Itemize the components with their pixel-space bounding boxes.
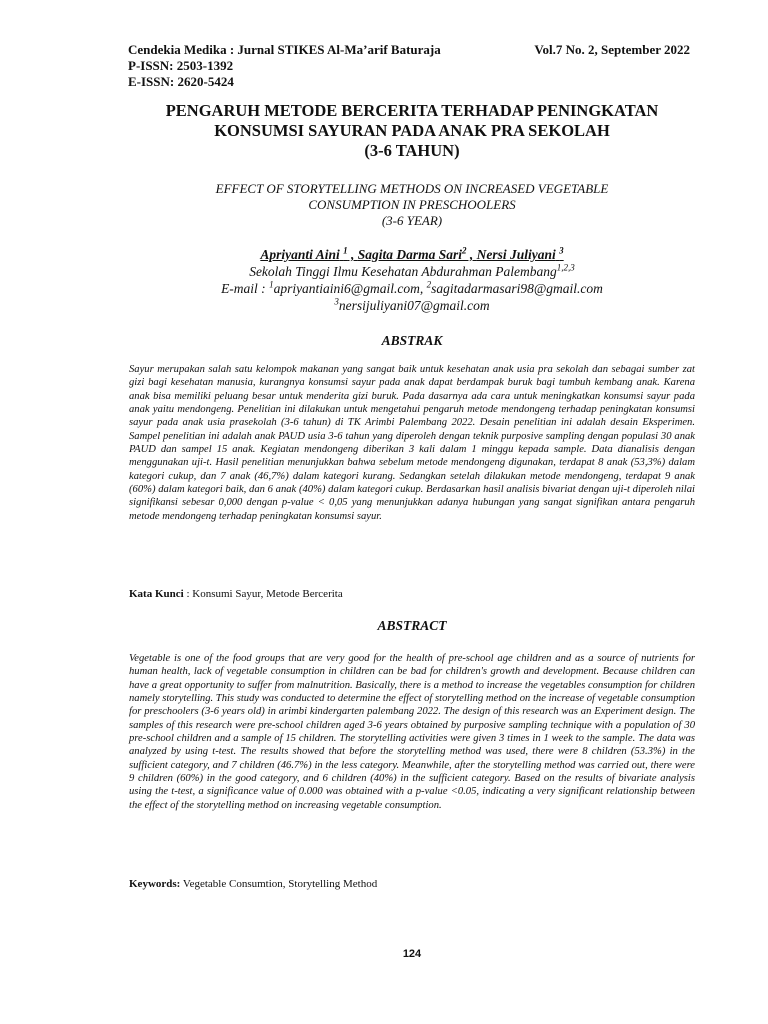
author-block: [100, 246, 724, 314]
email-line: [100, 280, 724, 297]
e-issn: E-ISSN: 2620-5424: [128, 74, 234, 89]
author-3-affil: 3: [559, 245, 564, 256]
title-en-line-3: (3-6 YEAR): [381, 213, 443, 228]
author-2-affil: 2: [462, 245, 467, 256]
author-2: Sagita Darma Sari: [357, 247, 463, 262]
email-label: E-mail :: [221, 281, 270, 296]
keywords-text: Vegetable Consumtion, Storytelling Method: [180, 878, 378, 890]
email-2[interactable]: sagitadarmasari98@gmail.com: [431, 281, 603, 296]
abstract-body: Vegetable is one of the food groups that are very good for the health of pre-school age children and as a source of nutrients for human health, lack of vegetable consumption in children can be bad for children's growth and development. Because children can have a great opportunity to suffer from malnutrition. Basically, there is a method to increase the vegetables consumption for children namely storytelling. This study was conducted to determine the effect of storytelling method on the increase of vegetable consumption for preschoolers (3-6 years old) in arimbi kindergarten palembang 2022. The design of this research was an Experiment design. The samples of this research were pre-school children aged 3-6 years obtained by purposive sampling technique with a population of 30 pre-school children and a sample of 15 children. The storytelling activities were given 3 times in 1 week to the sample. The data was analyzed by using t-test. The results showed that before the storytelling method was used, there were 8 children (53.3%) in the sufficient category, and 7 children (46.7%) in the less category. Meanwhile, after the storytelling method was carried out, there were 9 children (60%) in the good category, and 6 children (40%) in the sufficient category. Based on the results of bivariate analysis using the t-test, a significance value of 0.000 was obtained with a p-value <0.05, indicating a very significant relationship between the effect of the storytelling method on increasing vegetable consumption.: [129, 653, 695, 811]
email-line-2: [100, 297, 724, 314]
email-3-mark: 3: [334, 296, 339, 307]
email-1-mark: 1: [269, 279, 274, 290]
affiliation-name: Sekolah Tinggi Ilmu Kesehatan Abdurahman Palembang: [249, 264, 557, 279]
email-1[interactable]: apriyantiaini6@gmail.com,: [273, 281, 427, 296]
kata-kunci-text: : Konsumi Sayur, Metode Bercerita: [183, 588, 343, 600]
title-id-line-1: PENGARUH METODE BERCERITA TERHADAP PENINGKATAN: [165, 101, 659, 120]
affiliation-marks: 1,2,3: [556, 262, 575, 273]
keywords-label: Keywords:: [129, 878, 181, 890]
abstrak-heading: ABSTRAK: [381, 333, 443, 348]
keywords: [129, 877, 695, 891]
page-number: 124: [402, 948, 422, 960]
title-en-line-2: CONSUMPTION IN PRESCHOOLERS: [308, 197, 516, 212]
title-en-line-1: EFFECT OF STORYTELLING METHODS ON INCREASED VEGETABLE: [215, 181, 609, 196]
p-issn: P-ISSN: 2503-1392: [128, 58, 234, 73]
affiliation: [100, 263, 724, 280]
abstract-heading: ABSTRACT: [377, 618, 447, 633]
journal-header: [128, 42, 690, 90]
journal-name: Cendekia Medika : Jurnal STIKES Al-Ma’arif Baturaja: [128, 42, 441, 57]
author-3: Nersi Juliyani: [476, 247, 556, 262]
email-2-mark: 2: [426, 279, 432, 290]
title-id-line-3: (3-6 TAHUN): [364, 141, 460, 160]
author-1-affil: 1: [343, 245, 348, 256]
author-1: Apriyanti Aini: [260, 247, 340, 262]
title-id-line-2: KONSUMSI SAYURAN PADA ANAK PRA SEKOLAH: [214, 121, 610, 140]
kata-kunci: [129, 587, 695, 601]
email-3[interactable]: nersijuliyani07@gmail.com: [338, 298, 490, 313]
journal-volume: Vol.7 No. 2, September 2022: [534, 42, 690, 57]
title-indonesian: [100, 101, 724, 161]
abstrak-body: Sayur merupakan salah satu kelompok makanan yang sangat baik untuk kesehatan anak usia pra sekolah dan sebagai sumber zat gizi bagi kesehatan manusia, kurangnya konsumsi sayur pada anak dapat berdampak buruk bagi tumbuh kembang anak. Karena anak bisa memiliki peluang besar untuk menderita gizi buruk. Pada dasarnya ada cara untuk meningkatkan konsumsi sayur pada anak yaitu mendongeng. Penelitian ini dilakukan untuk mengetahui pengaruh metode mendongeng terhadap peningkatan konsumsi sayur pada anak usia prasekolah (3-6 tahun) di TK Arimbi Palembang 2022. Desain penelitian ini adalah desain Eksperimen. Sampel penelitian ini adalah anak PAUD usia 3-6 tahun yang diperoleh dengan teknik purposive sampling dengan populasi 30 anak PAUD dan sampel 15 anak. Kegiatan mendongeng diberikan 3 kali dalam 1 minggu kepada sample. Data dianalisis dengan menggunakan uji-t. Hasil penelitian menunjukkan bahwa sebelum metode mendongeng digunakan, terdapat 8 anak (53,3%) dalam kategori cukup, dan 7 anak (46,7%) dalam kategori kurang. Sedangkan setelah dilakukan metode mendongeng, terdapat 9 anak (60%) dalam kategori baik, dan 6 anak (40%) dalam kategori cukup. Berdasarkan hasil analisis bivariat dengan uji-t diperoleh nilai signifikansi sebesar 0,000 dengan p-value < 0,05 yang menunjukkan adanya hubungan yang sangat signifikan antara pengaruh metode mendongeng terhadap peningkatan konsumsi sayur.: [129, 364, 695, 522]
kata-kunci-label: Kata Kunci: [129, 588, 184, 600]
title-english: [100, 181, 724, 229]
author-names: Apriyanti Aini $^1$ , Sagita Darma Sari$^2$ , Nersi Juliyani $^3$: [260, 245, 564, 262]
